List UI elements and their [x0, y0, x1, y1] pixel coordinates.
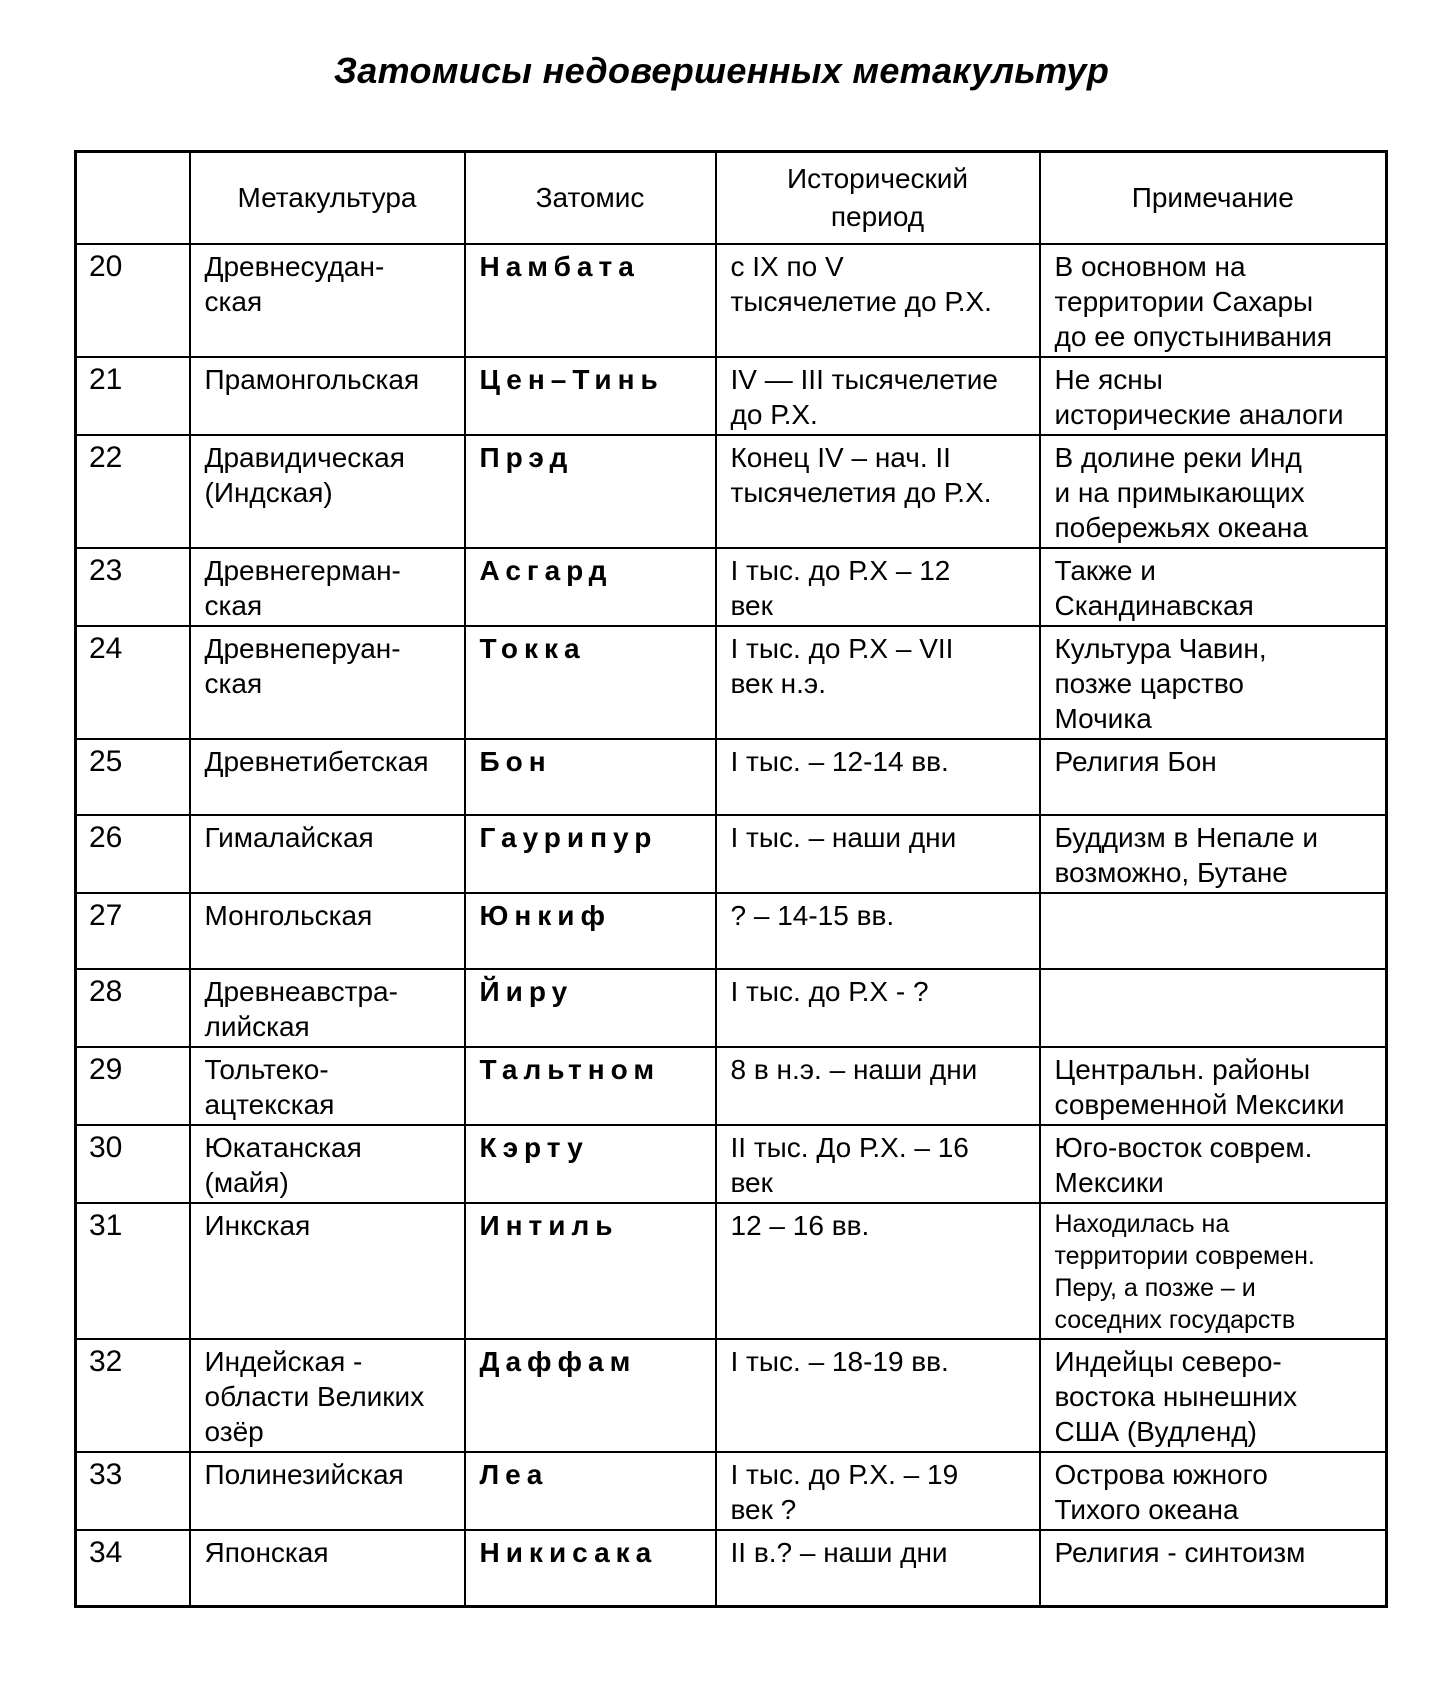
- note-cell-text: Также и Скандинавская: [1054, 555, 1254, 621]
- zatomis-cell-text: Даффам: [479, 1346, 637, 1377]
- metaculture-cell: [190, 435, 465, 548]
- note-cell-text: В долине реки Инд и на примыкающих побережьях океана: [1054, 442, 1308, 543]
- row-number: [76, 435, 190, 548]
- row-number-text: 32: [89, 1345, 123, 1378]
- row-number-text: 25: [89, 745, 123, 778]
- period-cell: [716, 1203, 1040, 1339]
- metaculture-cell: [190, 969, 465, 1047]
- note-cell-text: Буддизм в Непале и возможно, Бутане: [1054, 822, 1319, 888]
- table-row: [76, 969, 1387, 1047]
- table-row: [76, 1125, 1387, 1203]
- metaculture-cell-text: Древнесудан- ская: [204, 251, 385, 317]
- zatomis-cell: [465, 626, 716, 739]
- period-cell: [716, 815, 1040, 893]
- metaculture-cell-text: Древнетибетская: [204, 746, 429, 777]
- header-note: Примечание: [1040, 152, 1387, 245]
- zatomis-cell: [465, 244, 716, 357]
- table-row: [76, 1452, 1387, 1530]
- note-cell: [1040, 435, 1387, 548]
- metaculture-cell: [190, 548, 465, 626]
- zatomis-cell-text: Бон: [479, 746, 552, 777]
- period-cell: [716, 739, 1040, 815]
- metaculture-cell-text: Индейская - области Великих озёр: [204, 1346, 425, 1447]
- table-row: [76, 1530, 1387, 1606]
- metaculture-cell-text: Монгольская: [204, 900, 373, 931]
- metaculture-cell: [190, 626, 465, 739]
- metaculture-cell: [190, 1047, 465, 1125]
- metaculture-cell-text: Японская: [204, 1537, 329, 1568]
- period-cell-text: II тыс. До Р.Х. – 16 век: [730, 1132, 969, 1198]
- row-number: [76, 893, 190, 969]
- period-cell: [716, 435, 1040, 548]
- zatomis-cell: [465, 548, 716, 626]
- zatomis-cell-text: Кэрту: [479, 1132, 589, 1163]
- row-number: [76, 626, 190, 739]
- row-number-text: 31: [89, 1209, 123, 1242]
- row-number-text: 24: [89, 632, 123, 665]
- metaculture-cell: [190, 1339, 465, 1452]
- period-cell-text: 12 – 16 вв.: [730, 1210, 870, 1241]
- zatomis-cell-text: Намбата: [479, 251, 640, 282]
- zatomis-cell-text: Тальтном: [479, 1054, 661, 1085]
- zatomis-cell-text: Цен–Тинь: [479, 364, 664, 395]
- row-number: [76, 1203, 190, 1339]
- metaculture-cell-text: Древнегерман- ская: [204, 555, 401, 621]
- row-number: [76, 1452, 190, 1530]
- note-cell: [1040, 357, 1387, 435]
- row-number-text: 23: [89, 554, 123, 587]
- metaculture-cell: [190, 1530, 465, 1606]
- note-cell: [1040, 893, 1387, 969]
- zatomis-cell: [465, 1047, 716, 1125]
- note-cell: [1040, 1339, 1387, 1452]
- row-number-text: 21: [89, 363, 123, 396]
- row-number: [76, 815, 190, 893]
- note-cell: [1040, 626, 1387, 739]
- note-cell-text: Религия - синтоизм: [1054, 1537, 1306, 1568]
- row-number: [76, 1125, 190, 1203]
- metaculture-cell: [190, 1203, 465, 1339]
- note-cell-text: В основном на территории Сахары до ее опустынивания: [1054, 251, 1332, 352]
- period-cell: [716, 244, 1040, 357]
- zatomis-cell: [465, 739, 716, 815]
- row-number-text: 20: [89, 250, 123, 283]
- header-zatomis: Затомис: [465, 152, 716, 245]
- metaculture-cell: [190, 244, 465, 357]
- zatomis-cell-text: Йиру: [479, 976, 574, 1007]
- zatomis-cell-text: Гаурипур: [479, 822, 658, 853]
- table-header-row: [76, 152, 1387, 245]
- period-cell: [716, 626, 1040, 739]
- row-number-text: 28: [89, 975, 123, 1008]
- row-number: [76, 969, 190, 1047]
- period-cell-text: I тыс. до Р.Х – 12 век: [730, 555, 951, 621]
- period-cell: [716, 1530, 1040, 1606]
- metaculture-cell-text: Древнеавстра- лийская: [204, 976, 398, 1042]
- zatomis-cell: [465, 815, 716, 893]
- period-cell-text: с IX по V тысячелетие до Р.Х.: [730, 251, 992, 317]
- row-number-text: 33: [89, 1458, 123, 1491]
- note-cell-text: Юго-восток соврем. Мексики: [1054, 1132, 1313, 1198]
- zatomis-cell-text: Юнкиф: [479, 900, 612, 931]
- zatomis-cell: [465, 1203, 716, 1339]
- row-number-text: 30: [89, 1131, 123, 1164]
- period-cell-text: ? – 14-15 вв.: [730, 900, 895, 931]
- table-row: [76, 1203, 1387, 1339]
- metaculture-cell: [190, 1452, 465, 1530]
- zatomis-cell: [465, 435, 716, 548]
- metaculture-cell-text: Тольтеко- ацтекская: [204, 1054, 335, 1120]
- period-cell-text: I тыс. до Р.Х. – 19 век ?: [730, 1459, 959, 1525]
- metaculture-cell: [190, 739, 465, 815]
- table-row: [76, 893, 1387, 969]
- note-cell: [1040, 244, 1387, 357]
- note-cell: [1040, 1125, 1387, 1203]
- zatomis-cell: [465, 893, 716, 969]
- table-row: [76, 1047, 1387, 1125]
- note-cell: [1040, 815, 1387, 893]
- zatomis-cell: [465, 357, 716, 435]
- metacultures-table: [74, 150, 1388, 1608]
- table-row: [76, 739, 1387, 815]
- row-number: [76, 1047, 190, 1125]
- metaculture-cell-text: Юкатанская (майя): [204, 1132, 362, 1198]
- row-number-text: 27: [89, 899, 123, 932]
- period-cell-text: Конец IV – нач. II тысячелетия до Р.Х.: [730, 442, 992, 508]
- table-row: [76, 435, 1387, 548]
- note-cell: [1040, 969, 1387, 1047]
- note-cell-text: Не ясны исторические аналоги: [1054, 364, 1344, 430]
- row-number: [76, 739, 190, 815]
- row-number-text: 26: [89, 821, 123, 854]
- row-number: [76, 1339, 190, 1452]
- period-cell-text: I тыс. – наши дни: [730, 822, 957, 853]
- note-cell-text: [1041, 970, 1386, 976]
- note-cell-text: Религия Бон: [1054, 746, 1217, 777]
- metaculture-cell-text: Полинезийская: [204, 1459, 404, 1490]
- row-number: [76, 357, 190, 435]
- period-cell-text: I тыс. – 12-14 вв.: [730, 746, 949, 777]
- note-cell-text: Центральн. районы современной Мексики: [1054, 1054, 1345, 1120]
- metaculture-cell: [190, 357, 465, 435]
- period-cell: [716, 1125, 1040, 1203]
- row-number: [76, 548, 190, 626]
- note-cell: [1040, 1047, 1387, 1125]
- note-cell-text: Культура Чавин, позже царство Мочика: [1054, 633, 1267, 734]
- metaculture-cell-text: Прамонгольская: [204, 364, 420, 395]
- note-cell-text: Острова южного Тихого океана: [1054, 1459, 1268, 1525]
- zatomis-cell: [465, 969, 716, 1047]
- zatomis-cell: [465, 1452, 716, 1530]
- row-number-text: 22: [89, 441, 123, 474]
- period-cell-text: I тыс. до Р.Х - ?: [730, 976, 929, 1007]
- table-row: [76, 815, 1387, 893]
- note-cell-text: [1041, 894, 1386, 900]
- table-body: [76, 244, 1387, 1606]
- period-cell-text: I тыс. – 18-19 вв.: [730, 1346, 949, 1377]
- zatomis-cell-text: Никисака: [479, 1537, 658, 1568]
- row-number-text: 34: [89, 1536, 123, 1569]
- metaculture-cell-text: Инкская: [204, 1210, 311, 1241]
- period-cell: [716, 969, 1040, 1047]
- table-row: [76, 548, 1387, 626]
- metaculture-cell: [190, 815, 465, 893]
- zatomis-cell-text: Токка: [479, 633, 586, 664]
- zatomis-cell: [465, 1530, 716, 1606]
- metaculture-cell-text: Дравидическая (Индская): [204, 442, 405, 508]
- header-number: [76, 152, 190, 245]
- metaculture-cell-text: Древнеперуан- ская: [204, 633, 401, 699]
- period-cell: [716, 1452, 1040, 1530]
- table-row: [76, 244, 1387, 357]
- row-number-text: 29: [89, 1053, 123, 1086]
- note-cell-text: Индейцы северо- востока нынешних США (Вудленд): [1054, 1346, 1298, 1447]
- zatomis-cell-text: Асгард: [479, 555, 613, 586]
- zatomis-cell: [465, 1125, 716, 1203]
- table-row: [76, 1339, 1387, 1452]
- note-cell: [1040, 739, 1387, 815]
- row-number: [76, 244, 190, 357]
- note-cell: [1040, 1530, 1387, 1606]
- zatomis-cell-text: Прэд: [479, 442, 574, 473]
- metaculture-cell-text: Гималайская: [204, 822, 374, 853]
- period-cell: [716, 357, 1040, 435]
- note-cell: [1040, 1452, 1387, 1530]
- period-cell: [716, 893, 1040, 969]
- table-row: [76, 357, 1387, 435]
- header-period: Исторический период: [716, 152, 1040, 245]
- header-metaculture: Метакультура: [190, 152, 465, 245]
- table-row: [76, 626, 1387, 739]
- period-cell-text: II в.? – наши дни: [730, 1537, 948, 1568]
- period-cell: [716, 548, 1040, 626]
- zatomis-cell-text: Леа: [479, 1459, 549, 1490]
- row-number: [76, 1530, 190, 1606]
- period-cell: [716, 1047, 1040, 1125]
- note-cell-text: Находилась на территории современ. Перу, а позже – и соседних государств: [1054, 1210, 1315, 1334]
- metaculture-cell: [190, 1125, 465, 1203]
- period-cell: [716, 1339, 1040, 1452]
- period-cell-text: IV — III тысячелетие до Р.Х.: [730, 364, 998, 430]
- page-title: Затомисы недовершенных метакультур: [333, 50, 1110, 91]
- zatomis-cell: [465, 1339, 716, 1452]
- metaculture-cell: [190, 893, 465, 969]
- period-cell-text: 8 в н.э. – наши дни: [730, 1054, 978, 1085]
- note-cell: [1040, 1203, 1387, 1339]
- note-cell: [1040, 548, 1387, 626]
- zatomis-cell-text: Интиль: [479, 1210, 619, 1241]
- period-cell-text: I тыс. до Р.Х – VII век н.э.: [730, 633, 954, 699]
